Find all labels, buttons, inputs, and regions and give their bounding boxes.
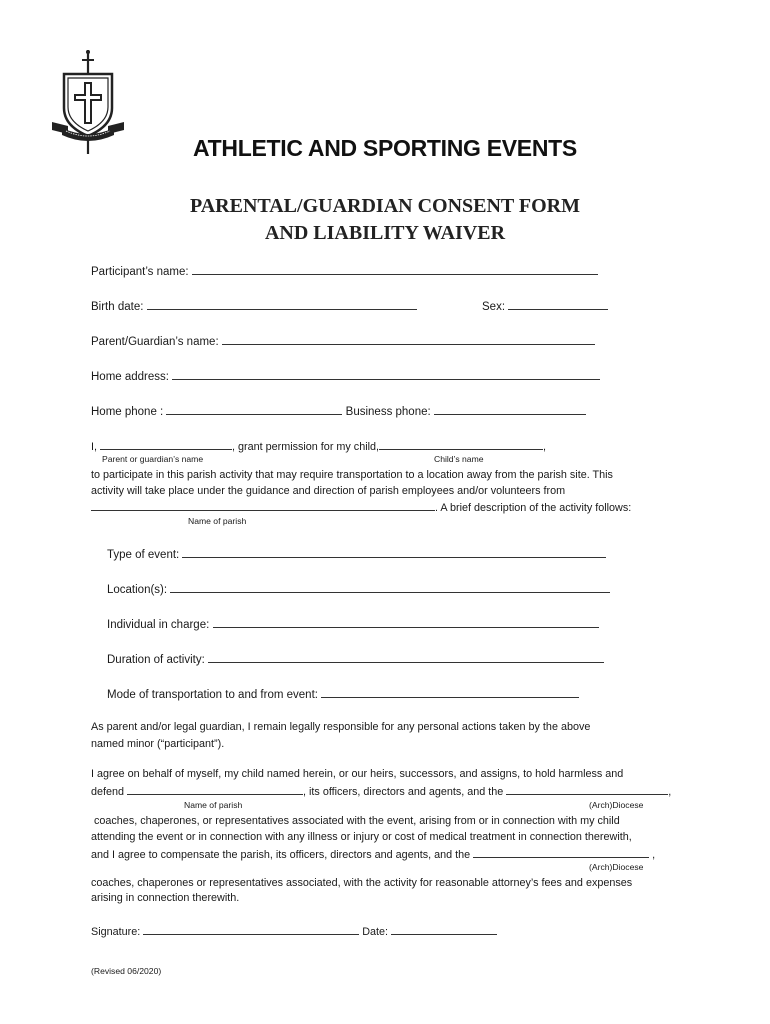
agreement-diocese-caption: (Arch)Diocese (589, 800, 644, 810)
responsibility-line-1: As parent and/or legal guardian, I remain legally responsible for any personal actions taken by the above (91, 721, 591, 733)
parent-guardian-caption: Parent or guardian’s name (102, 454, 204, 464)
individual-in-charge-field[interactable] (213, 617, 599, 628)
consent-i-prefix: I, (91, 441, 97, 453)
agreement-line-6: coaches, chaperones or representatives associated, with the activity for reasonable attorney’s fees and expenses (91, 877, 633, 889)
agreement-officers: , its officers, directors and agents, and the (303, 786, 504, 798)
signature-label: Signature: (91, 926, 141, 938)
home-address-label: Home address: (91, 371, 169, 383)
participant-name-row (91, 264, 598, 278)
location-field[interactable] (170, 582, 610, 593)
sex-row (482, 299, 608, 313)
duration-label: Duration of activity: (107, 654, 205, 666)
event-type-row (107, 547, 606, 561)
page-title: ATHLETIC AND SPORTING EVENTS (193, 135, 577, 161)
agreement-line-5 (91, 847, 655, 861)
compensate-diocese-field[interactable] (473, 847, 649, 858)
duration-field[interactable] (208, 652, 604, 663)
duration-row (107, 652, 604, 666)
birth-date-field[interactable] (147, 299, 417, 310)
child-name-caption: Child’s name (434, 454, 484, 464)
consent-line-4-suffix: . A brief description of the activity follows: (435, 502, 632, 514)
home-phone-label: Home phone : (91, 406, 164, 418)
agreement-line-1: I agree on behalf of myself, my child named herein, or our heirs, successors, and assigns, to hold harmless and (91, 768, 624, 780)
parish-name-caption: Name of parish (188, 516, 247, 526)
individual-in-charge-label: Individual in charge: (107, 619, 210, 631)
form-subtitle (0, 193, 770, 247)
child-name-field[interactable] (379, 439, 543, 450)
consent-line-3: activity will take place under the guidance and direction of parish employees and/or volunteers from (91, 485, 566, 497)
home-phone-field[interactable] (166, 404, 342, 415)
date-label: Date: (362, 926, 389, 938)
parish-name-field[interactable] (91, 500, 435, 511)
defend-diocese-field[interactable] (506, 784, 668, 795)
parent-guardian-name-field[interactable] (100, 439, 232, 450)
parent-name-row (91, 334, 595, 348)
date-field[interactable] (391, 924, 497, 935)
location-label: Location(s): (107, 584, 168, 596)
phone-row (91, 404, 586, 418)
agreement-parish-caption: Name of parish (184, 800, 243, 810)
parent-name-field[interactable] (222, 334, 595, 345)
agreement-line-2 (91, 784, 671, 798)
home-address-row (91, 369, 600, 383)
transport-row (107, 687, 579, 701)
subtitle-line-1: PARENTAL/GUARDIAN CONSENT FORM (189, 195, 581, 217)
signature-row (91, 924, 497, 938)
signature-field[interactable] (143, 924, 359, 935)
subtitle-line-2: AND LIABILITY WAIVER (264, 222, 506, 244)
agreement-line-5-end: , (652, 849, 656, 861)
agreement-diocese-caption-2: (Arch)Diocese (589, 862, 644, 872)
consent-line-4 (91, 500, 631, 514)
consent-line-1 (91, 439, 546, 453)
birth-date-row (91, 299, 417, 313)
agreement-line-7: arising in connection therewith. (91, 892, 240, 904)
business-phone-label: Business phone: (345, 406, 431, 418)
agreement-line-4: attending the event or in connection with any illness or injury or cost of medical treatment in connection therewith, (91, 831, 632, 843)
location-row (107, 582, 610, 596)
parent-name-label: Parent/Guardian’s name: (91, 336, 219, 348)
consent-comma: , (543, 441, 547, 453)
sex-label: Sex: (482, 301, 506, 313)
transport-label: Mode of transportation to and from event: (107, 689, 318, 701)
responsibility-line-2: named minor (“participant”). (91, 738, 225, 750)
business-phone-field[interactable] (434, 404, 586, 415)
consent-line-2: to participate in this parish activity that may require transportation to a location away from the parish site. This (91, 469, 613, 481)
sex-field[interactable] (508, 299, 608, 310)
revised-note: (Revised 06/2020) (91, 966, 162, 976)
agreement-comma: , (668, 786, 672, 798)
agreement-line-3: coaches, chaperones, or representatives associated with the event, arising from or in connection with my child (94, 815, 620, 827)
individual-in-charge-row (107, 617, 599, 631)
agreement-line-5-text: and I agree to compensate the parish, its officers, directors and agents, and the (91, 849, 471, 861)
event-type-label: Type of event: (107, 549, 180, 561)
defend-parish-field[interactable] (127, 784, 303, 795)
agreement-defend: defend (91, 786, 125, 798)
home-address-field[interactable] (172, 369, 600, 380)
event-type-field[interactable] (182, 547, 606, 558)
transport-field[interactable] (321, 687, 579, 698)
birth-date-label: Birth date: (91, 301, 144, 313)
consent-grant-text: , grant permission for my child, (232, 441, 380, 453)
participant-name-label: Participant’s name: (91, 266, 189, 278)
participant-name-field[interactable] (192, 264, 598, 275)
